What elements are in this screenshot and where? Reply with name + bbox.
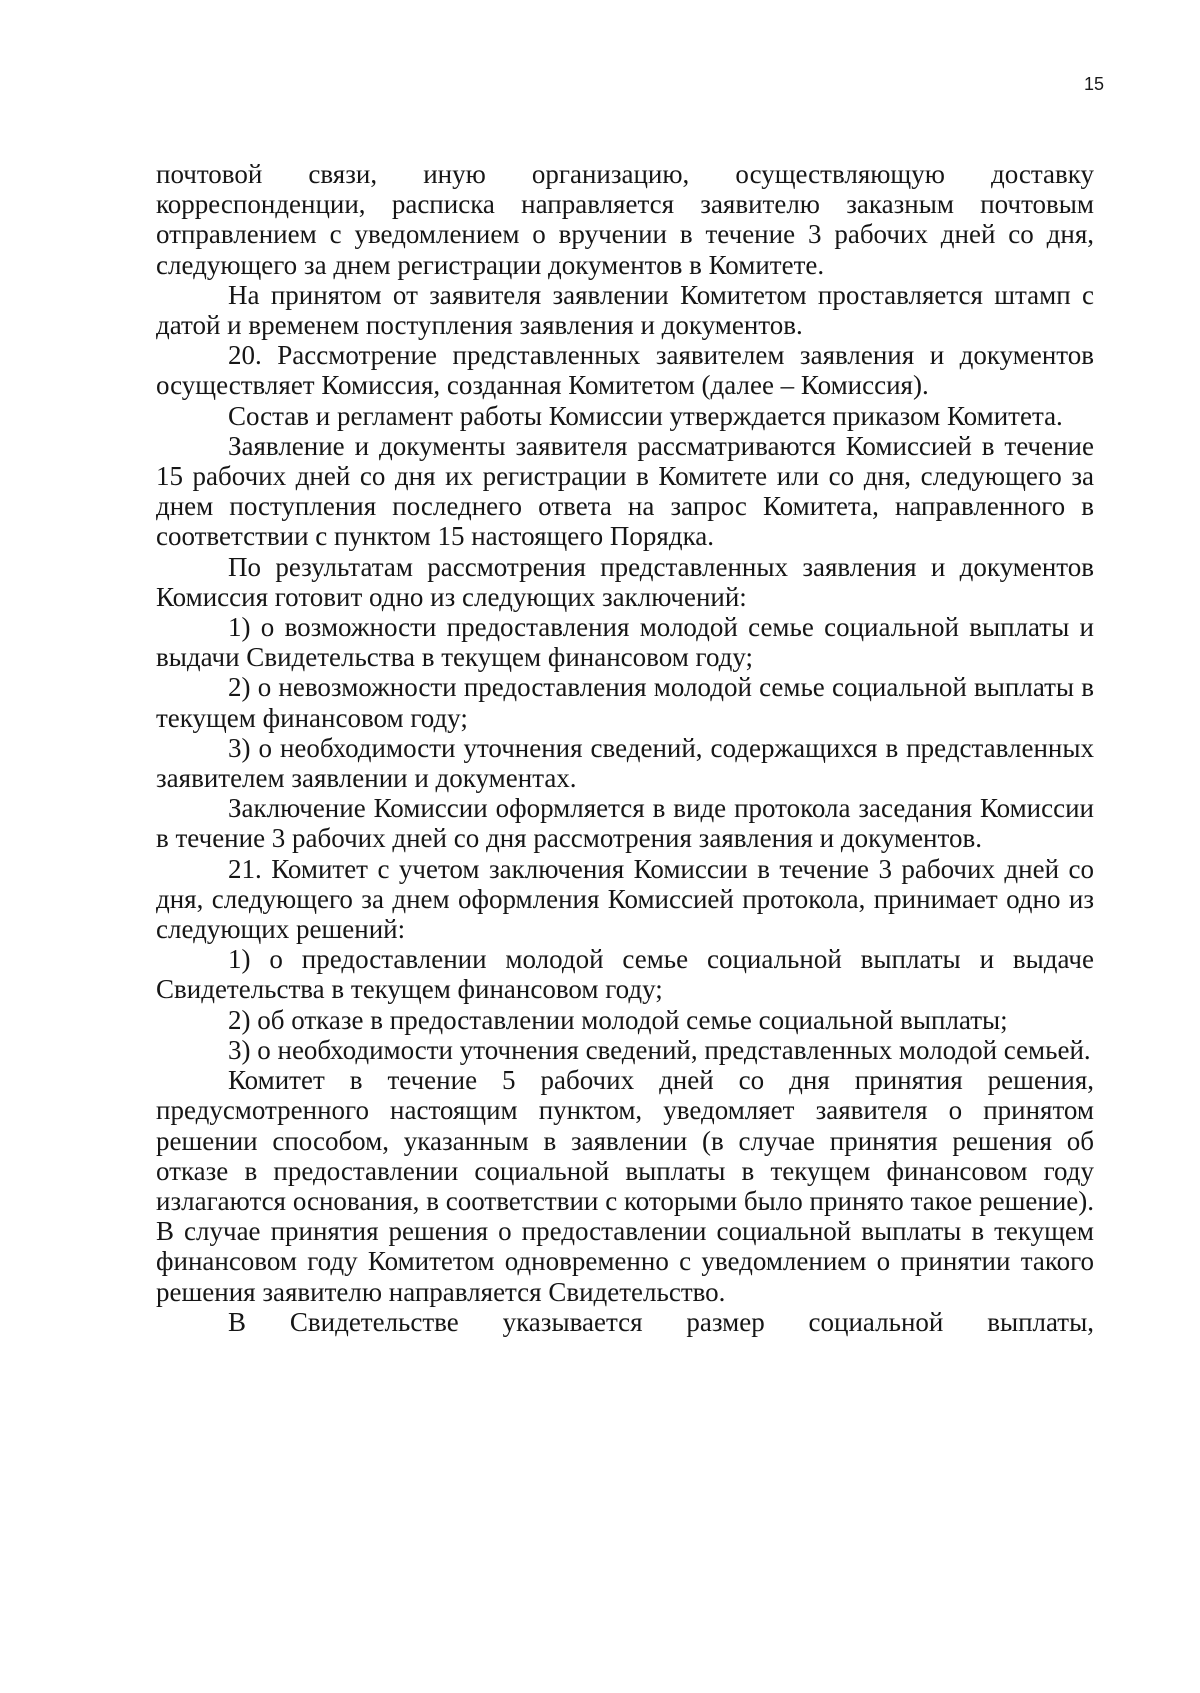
page-number: 15: [1083, 74, 1104, 94]
paragraph-item-20: 20. Рассмотрение представленных заявителем заявления и документов осуществляет Комиссия, созданная Комитетом (далее – Комиссия).: [156, 340, 1094, 401]
list-item-conclusion-3: 3) о необходимости уточнения сведений, содержащихся в представленных заявителем заявлении и документах.: [156, 732, 1094, 794]
list-item-decision-1: 1) о предоставлении молодой семье социальной выплаты и выдаче Свидетельства в текущем финансовом году;: [156, 944, 1094, 1005]
paragraph-review-period: Заявление и документы заявителя рассматриваются Комиссией в течение 15 рабочих дней со дня их регистрации в Комитете или со дня, следующего за днем поступления последнего ответа на запрос Комитета, направленного в соответствии с пунктом 15 настоящего Порядка.: [156, 430, 1094, 552]
paragraph-commission-conclusions: По результатам рассмотрения представленных заявления и документов Комиссия готовит одно из следующих заключений:: [156, 551, 1094, 612]
list-item-conclusion-1: 1) о возможности предоставления молодой семье социальной выплаты и выдачи Свидетельства в текущем финансовом году;: [156, 612, 1094, 673]
paragraph-protocol: Заключение Комиссии оформляется в виде протокола заседания Комиссии в течение 3 рабочих дней со дня рассмотрения заявления и документов.: [156, 793, 1094, 854]
list-item-decision-2: 2) об отказе в предоставлении молодой семье социальной выплаты;: [228, 1004, 1008, 1035]
document-body: [156, 159, 1094, 1337]
list-item-conclusion-2: 2) о невозможности предоставления молодой семье социальной выплаты в текущем финансовом году;: [156, 672, 1094, 733]
paragraph-commission-composition: Состав и регламент работы Комиссии утверждается приказом Комитета.: [228, 400, 1063, 431]
paragraph-notification: Комитет в течение 5 рабочих дней со дня принятия решения, предусмотренного настоящим пунктом, уведомляет заявителя о принятом решении способом, указанным в заявлении (в случае принятия решения об отказе в предоставлении социальной выплаты в текущем финансовом году излагаются основания, в соответствии с которыми было принято такое решение). В случае принятия решения о предоставлении социальной выплаты в текущем финансовом году Комитетом одновременно с уведомлением о принятии такого решения заявителю направляется Свидетельство.: [156, 1065, 1094, 1307]
paragraph-certificate: В Свидетельстве указывается размер социальной выплаты,: [228, 1306, 1094, 1337]
paragraph-continuation: почтовой связи, иную организацию, осуществляющую доставку корреспонденции, расписка направляется заявителю заказным почтовым отправлением с уведомлением о вручении в течение 3 рабочих дней со дня, следующего за днем регистрации документов в Комитете.: [156, 159, 1094, 280]
list-item-decision-3: 3) о необходимости уточнения сведений, представленных молодой семьей.: [228, 1034, 1091, 1065]
paragraph-item-21: 21. Комитет с учетом заключения Комиссии в течение 3 рабочих дней со дня, следующего за днем оформления Комиссией протокола, принимает одно из следующих решений:: [156, 853, 1094, 945]
paragraph-stamp: На принятом от заявителя заявлении Комитетом проставляется штамп с датой и временем поступления заявления и документов.: [156, 279, 1094, 341]
